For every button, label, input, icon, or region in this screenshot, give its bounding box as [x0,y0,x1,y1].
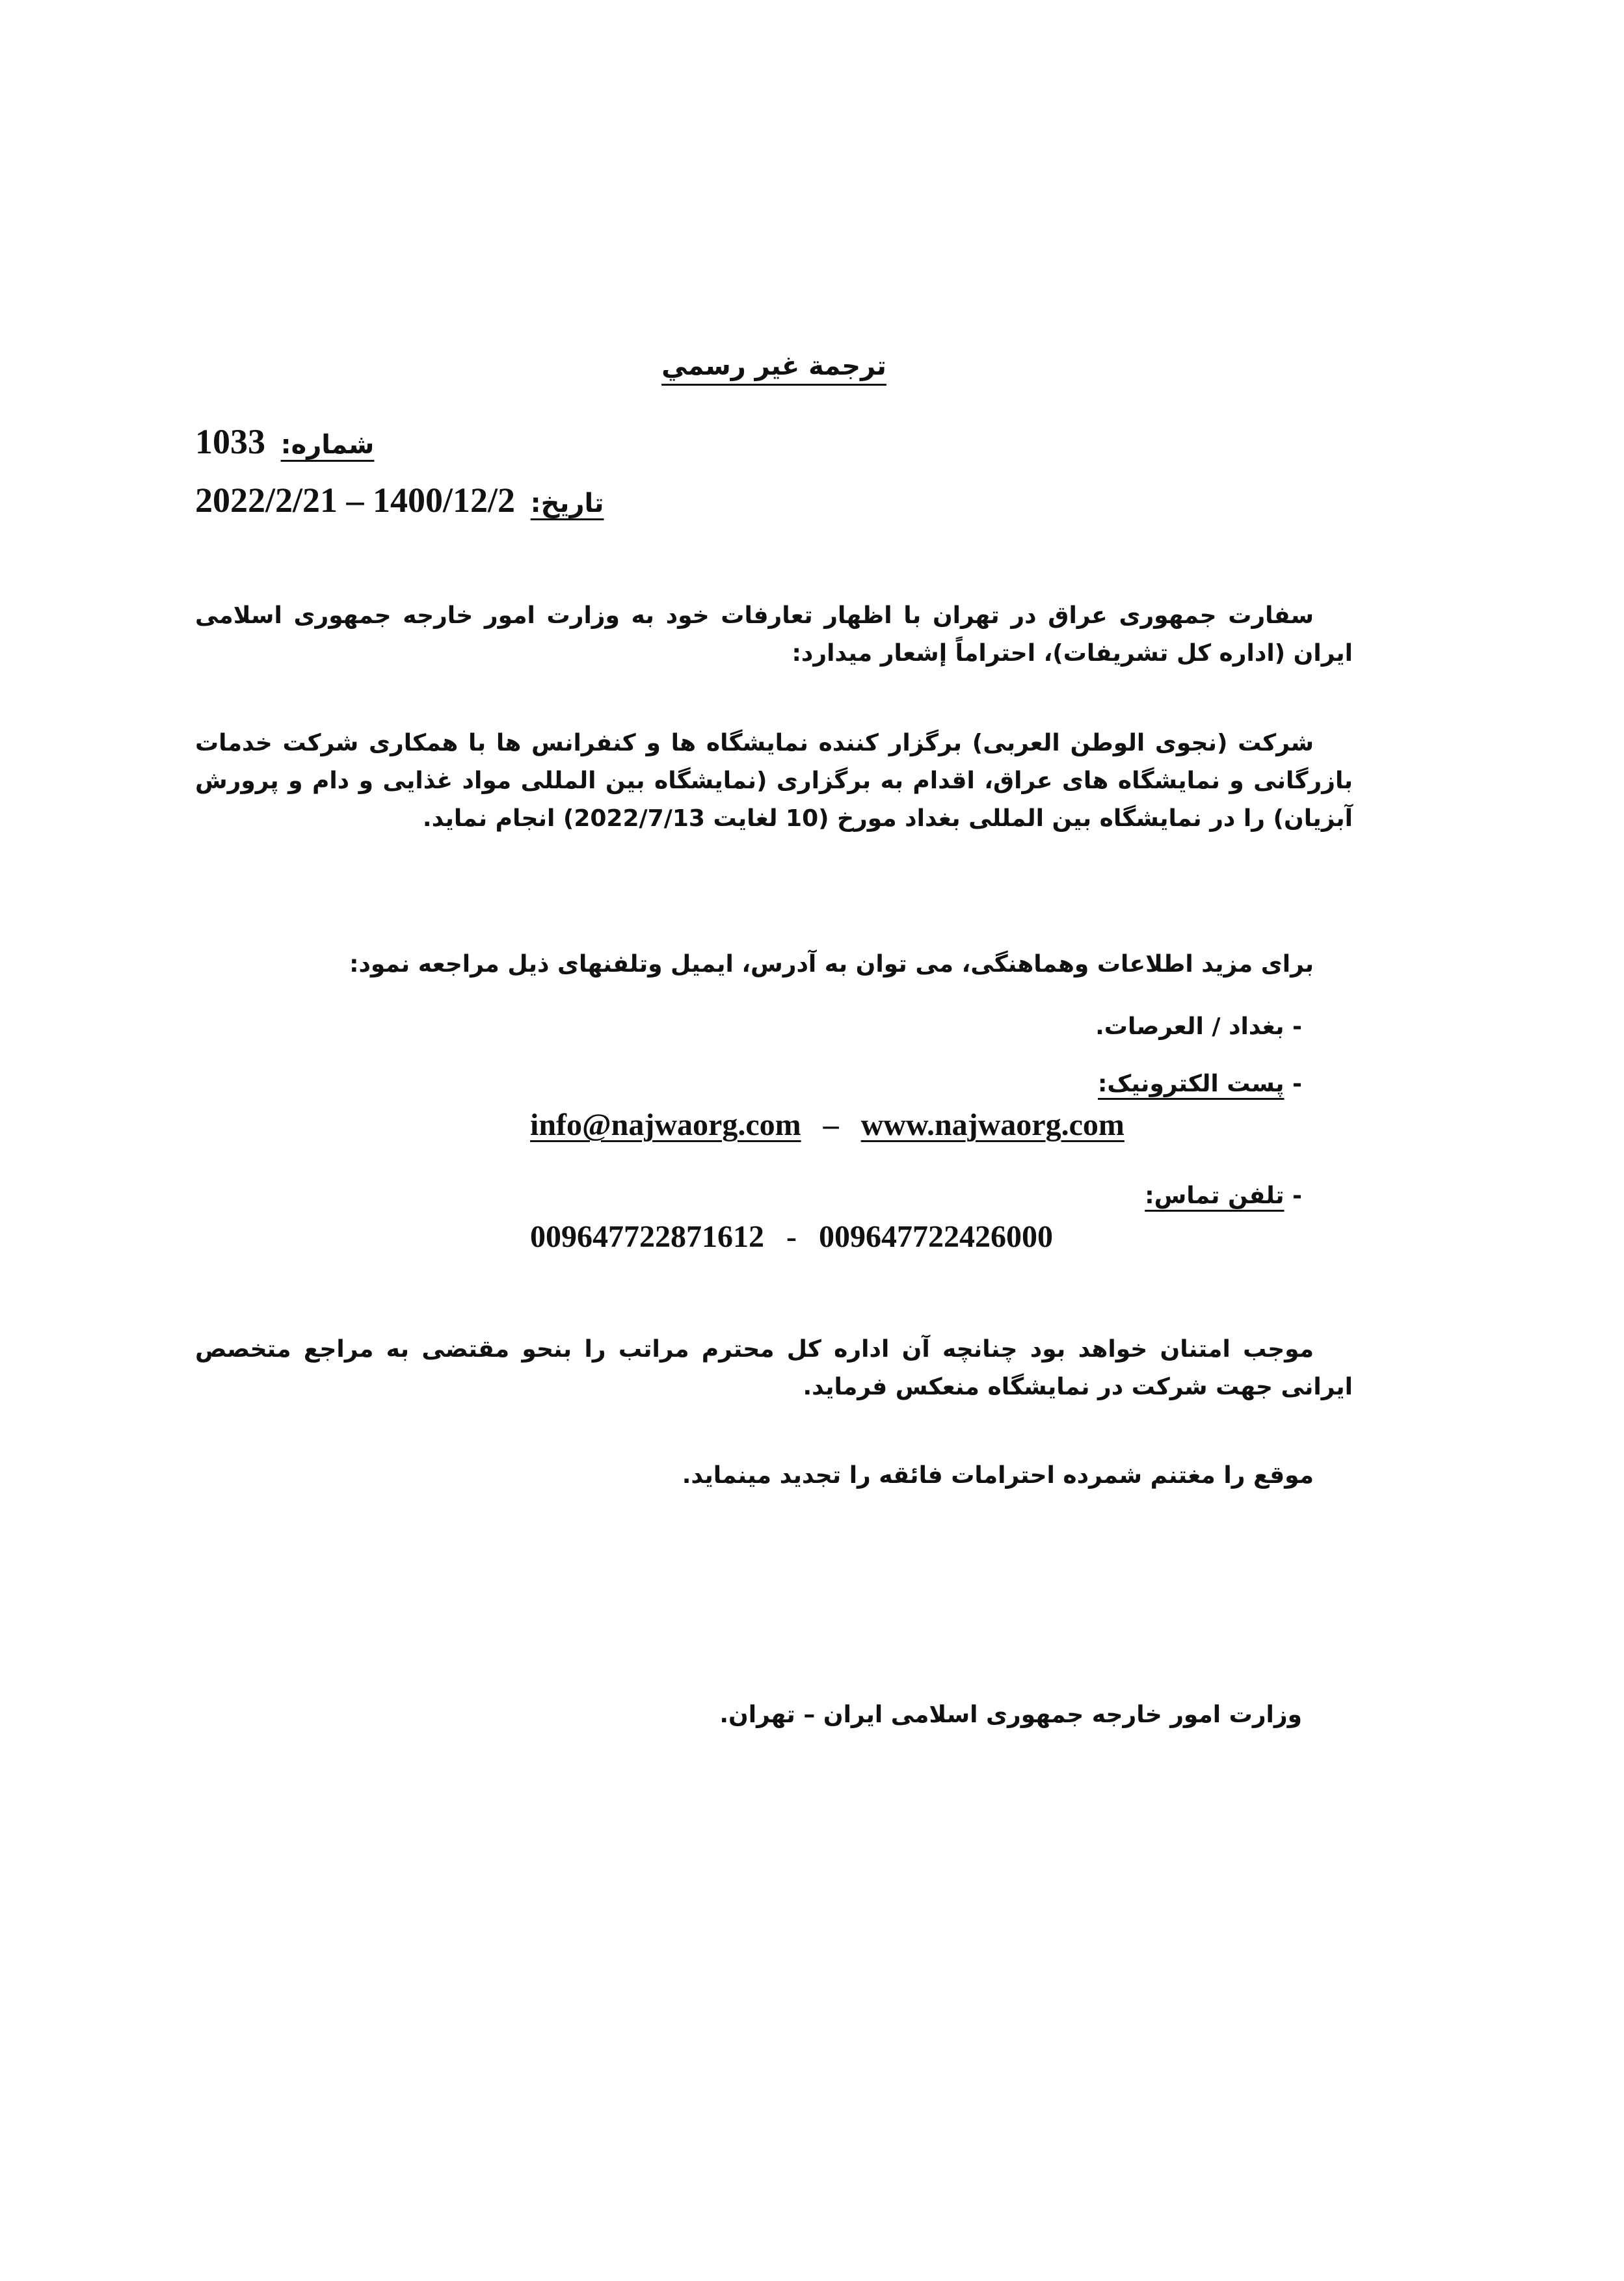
phone-number-2: 009647722426000 [818,1220,1053,1254]
phone-label: تلفن تماس: [1145,1182,1285,1209]
email-label-line [1098,1071,1302,1097]
intro-paragraph: سفارت جمهوری عراق در تهران با اظهار تعارفات خود به وزارت امور خارجه جمهوری اسلامی ایران (اداره کل تشریفات)، احتراماً إشعار میدارد: [195,602,1353,667]
signature-line: وزارت امور خارجه جمهوری اسلامی ایران – تهران. [719,1701,1302,1728]
phone-number-1: 009647722871612 [530,1220,764,1254]
date-line [195,480,604,520]
phone-separator: - [786,1220,797,1254]
address-line: - بغداد / العرصات. [1095,1013,1302,1040]
website-link[interactable]: www.najwaorg.com [860,1108,1125,1142]
email-link[interactable]: info@najwaorg.com [530,1108,801,1142]
email-label: پست الكترونيک: [1097,1071,1285,1097]
closing-paragraph: موقع را مغتنم شمرده احترامات فائقه را تجدید مینماید. [682,1462,1314,1489]
phone-numbers-line [530,1219,1053,1255]
date-value: 2022/2/21 – 1400/12/2 [195,481,516,520]
contact-intro-paragraph: برای مزید اطلاعات وهماهنگی، می توان به آدرس، ایمیل وتلفنهای ذیل مراجعه نمود: [349,951,1314,978]
reference-number-value: 1033 [195,422,265,461]
reference-number-line [195,421,374,462]
body-paragraph: شرکت (نجوى الوطن العربى) برگزار كننده نمایشگاه ها و كنفرانس ها با همکاری شرکت خدمات بازرگانی و نمایشگاه های عراق، اقدام به برگزاری (نمایشگاه بین المللی مواد غذایی و دام و پرورش آبزیان) را در نمایشگاه بین المللی بغداد مورخ (10 لغایت 2022/7/13) انجام نماید. [195,730,1353,832]
email-dash: - [1292,1071,1302,1097]
request-paragraph: موجب امتنان خواهد بود چنانچه آن اداره کل محترم مراتب را بنحو مقتضی به مراجع متخصص ایرانی جهت شرکت در نمایشگاه منعکس فرماید. [195,1336,1353,1400]
reference-number-label: شماره: [280,430,375,460]
email-website-line [530,1107,1125,1143]
date-label: تاريخ: [530,488,604,518]
phone-label-line [1145,1182,1302,1209]
phone-dash: - [1292,1182,1302,1209]
document-title: ترجمة غير رسمي [661,351,886,381]
email-separator: – [823,1108,839,1142]
